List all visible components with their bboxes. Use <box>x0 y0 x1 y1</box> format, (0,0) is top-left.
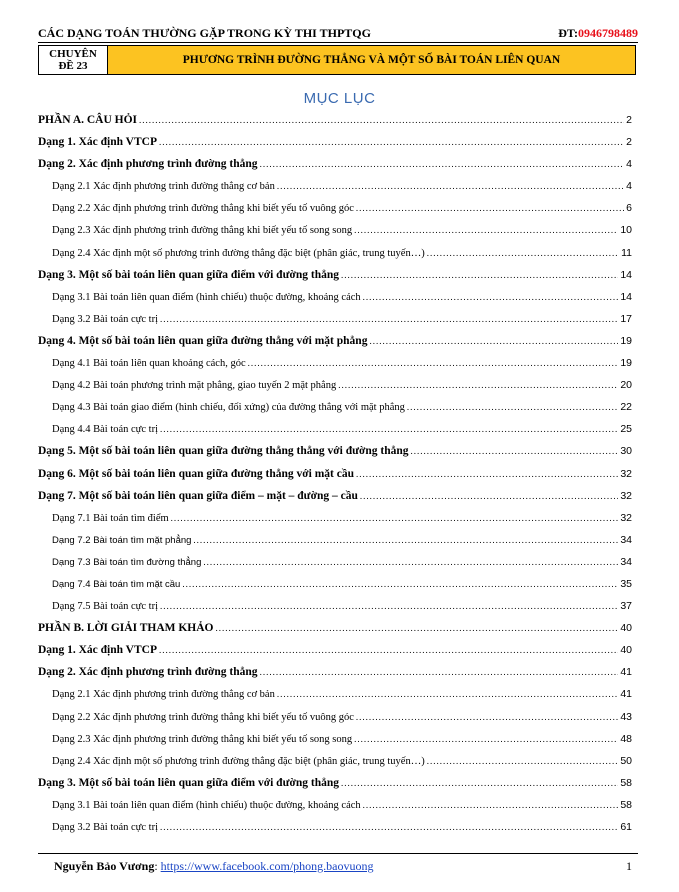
toc-entry-label: Dạng 2.2 Xác định phương trình đường thẳng khi biết yếu tố vuông góc <box>52 203 354 215</box>
toc-entry-page: 4 <box>626 180 632 193</box>
leader-dots <box>369 330 618 352</box>
page-footer <box>54 859 374 874</box>
header-divider <box>38 42 638 43</box>
toc-entry[interactable] <box>38 661 632 683</box>
toc-entry-page: 22 <box>620 401 632 414</box>
leader-dots <box>407 396 618 418</box>
leader-dots <box>360 485 618 507</box>
leader-dots <box>363 794 619 816</box>
toc-entry[interactable] <box>38 639 632 661</box>
toc-entry-label: Dạng 2.1 Xác định phương trình đường thẳng cơ bản <box>52 689 275 701</box>
toc-entry-page: 41 <box>620 666 632 679</box>
topic-label-line1: CHUYÊN <box>49 48 97 60</box>
leader-dots <box>356 706 618 728</box>
toc-entry[interactable] <box>38 573 632 595</box>
leader-dots <box>160 418 618 440</box>
header-title: CÁC DẠNG TOÁN THƯỜNG GẶP TRONG KỲ THI THPTQG <box>38 26 371 40</box>
leader-dots <box>363 286 619 308</box>
leader-dots <box>260 661 619 683</box>
toc-heading: MỤC LỤC <box>303 90 376 107</box>
topic-label-line2: ĐỀ 23 <box>58 60 88 72</box>
toc-entry-label: Dạng 7.1 Bài toán tìm điểm <box>52 512 169 524</box>
toc-entry-page: 32 <box>620 467 632 480</box>
toc-entry[interactable] <box>38 440 632 462</box>
toc-entry-label: Dạng 2.1 Xác định phương trình đường thẳng cơ bản <box>52 181 275 193</box>
toc-entry-label: Dạng 2.4 Xác định một số phương trình đường thẳng đặc biệt (phân giác, trung tuyến…) <box>52 247 425 259</box>
toc-entry-page: 6 <box>626 202 632 215</box>
leader-dots <box>203 551 618 573</box>
author-name: Nguyễn Bảo Vương <box>54 859 155 873</box>
toc-entry-label: Dạng 1. Xác định VTCP <box>38 644 157 657</box>
leader-dots <box>193 529 618 551</box>
toc-entry-page: 34 <box>620 533 632 546</box>
toc-entry-page: 41 <box>620 688 632 701</box>
leader-dots <box>171 507 619 529</box>
toc-entry-label: Dạng 7.2 Bài toán tìm mặt phẳng <box>52 534 192 546</box>
leader-dots <box>159 131 624 153</box>
toc-entry[interactable] <box>38 396 632 418</box>
leader-dots <box>182 573 618 595</box>
toc-entry-label: Dạng 3. Một số bài toán liên quan giữa điểm với đường thẳng <box>38 268 339 281</box>
toc-entry[interactable] <box>38 308 632 330</box>
toc-entry-label: Dạng 7. Một số bài toán liên quan giữa điểm – mặt – đường – cầu <box>38 489 358 502</box>
toc-entry[interactable] <box>38 109 632 131</box>
toc-entry[interactable] <box>38 175 632 197</box>
toc-entry-label: Dạng 4.4 Bài toán cực trị <box>52 424 158 436</box>
toc-entry[interactable] <box>38 485 632 507</box>
toc-entry[interactable] <box>38 242 632 264</box>
toc-entry[interactable] <box>38 264 632 286</box>
leader-dots <box>260 153 625 175</box>
toc-entry-label: PHẦN A. CÂU HỎI <box>38 114 138 126</box>
facebook-link[interactable]: https://www.facebook.com/phong.baovuong <box>160 859 374 873</box>
toc-entry[interactable] <box>38 772 632 794</box>
toc-entry-page: 19 <box>620 334 632 347</box>
leader-dots <box>160 595 618 617</box>
toc-entry-label: Dạng 3.2 Bài toán cực trị <box>52 313 158 325</box>
footer-separator: : <box>154 859 161 873</box>
phone-number: 0946798489 <box>578 26 638 40</box>
toc-entry[interactable] <box>38 131 632 153</box>
toc-entry-label: Dạng 3. Một số bài toán liên quan giữa điểm với đường thẳng <box>38 776 339 789</box>
leader-dots <box>277 175 624 197</box>
leader-dots <box>356 463 618 485</box>
toc-entry-page: 40 <box>620 622 632 635</box>
toc-entry-label: Dạng 2.3 Xác định phương trình đường thẳng khi biết yếu tố song song <box>52 733 353 745</box>
toc-entry-page: 2 <box>626 136 632 149</box>
toc-entry[interactable] <box>38 529 632 551</box>
toc-entry-label: Dạng 2.4 Xác định một số phương trình đường thẳng đặc biệt (phân giác, trung tuyến…) <box>52 755 425 767</box>
toc-entry-page: 4 <box>626 158 632 171</box>
toc-entry-label: Dạng 7.3 Bài toán tìm đường thẳng <box>52 556 202 568</box>
topic-label <box>39 46 108 74</box>
toc-entry-page: 10 <box>620 224 632 237</box>
topic-banner <box>38 45 636 75</box>
toc-entry-label: Dạng 7.5 Bài toán cực trị <box>52 601 158 613</box>
toc-entry[interactable] <box>38 683 632 705</box>
toc-entry-page: 58 <box>620 798 632 811</box>
toc-entry-page: 30 <box>620 445 632 458</box>
toc-entry-label: Dạng 2.3 Xác định phương trình đường thẳng khi biết yếu tố song song <box>52 225 353 237</box>
toc-entry-page: 50 <box>620 754 632 767</box>
leader-dots <box>160 308 618 330</box>
footer-divider <box>38 853 638 854</box>
leader-dots <box>354 728 618 750</box>
leader-dots <box>139 109 624 131</box>
toc-entry-page: 32 <box>620 489 632 502</box>
leader-dots <box>160 816 618 838</box>
leader-dots <box>427 242 619 264</box>
toc-entry-page: 58 <box>620 776 632 789</box>
leader-dots <box>216 617 619 639</box>
leader-dots <box>277 683 618 705</box>
toc-entry-page: 43 <box>620 710 632 723</box>
leader-dots <box>248 352 619 374</box>
toc-entry[interactable] <box>38 418 632 440</box>
toc-entry[interactable] <box>38 463 632 485</box>
leader-dots <box>341 772 618 794</box>
toc-entry-label: Dạng 4.1 Bài toán liên quan khoảng cách, góc <box>52 358 246 370</box>
toc-entry-label: Dạng 5. Một số bài toán liên quan giữa đường thẳng thẳng với đường thẳng <box>38 445 409 458</box>
leader-dots <box>338 374 618 396</box>
toc-entry-page: 48 <box>620 732 632 745</box>
toc-entry[interactable] <box>38 728 632 750</box>
toc-entry[interactable] <box>38 551 632 573</box>
toc-entry-label: Dạng 4.2 Bài toán phương trình mặt phẳng, giao tuyến 2 mặt phẳng <box>52 380 337 392</box>
toc-entry-label: Dạng 2. Xác định phương trình đường thẳng <box>38 158 258 171</box>
toc-entry[interactable] <box>38 153 632 175</box>
toc-entry-page: 14 <box>620 290 632 303</box>
toc-entry-label: PHẦN B. LỜI GIẢI THAM KHẢO <box>38 622 214 635</box>
topic-title: PHƯƠNG TRÌNH ĐƯỜNG THẲNG VÀ MỘT SỐ BÀI TOÁN LIÊN QUAN <box>108 46 635 74</box>
toc-entry-label: Dạng 4. Một số bài toán liên quan giữa đường thẳng với mặt phẳng <box>38 334 368 347</box>
toc-entry-page: 40 <box>620 644 632 657</box>
toc-entry[interactable] <box>38 595 632 617</box>
toc-entry[interactable] <box>38 706 632 728</box>
toc-entry-label: Dạng 3.2 Bài toán cực trị <box>52 822 158 833</box>
toc-entry[interactable] <box>38 330 632 352</box>
toc-entry-label: Dạng 1. Xác định VTCP <box>38 136 157 149</box>
toc-entry-label: Dạng 3.1 Bài toán liên quan điểm (hình chiếu) thuộc đường, khoảng cách <box>52 291 361 303</box>
toc-entry[interactable] <box>38 617 632 639</box>
toc-entry-page: 14 <box>620 268 632 281</box>
toc-entry[interactable] <box>38 197 632 219</box>
toc-entry-label: Dạng 2. Xác định phương trình đường thẳng <box>38 666 258 679</box>
toc-entry[interactable] <box>38 507 632 529</box>
leader-dots <box>411 440 619 462</box>
toc-entry-page: 2 <box>626 114 632 126</box>
toc-entry[interactable] <box>38 352 632 374</box>
toc-entry-page: 25 <box>620 423 632 436</box>
header-phone <box>558 26 638 41</box>
toc-entry-label: Dạng 6. Một số bài toán liên quan giữa đường thẳng với mặt cầu <box>38 467 355 480</box>
phone-prefix: ĐT: <box>558 26 578 40</box>
leader-dots <box>341 264 618 286</box>
toc-entry[interactable] <box>38 286 632 308</box>
page-number: 1 <box>626 859 632 873</box>
toc-entry-page: 61 <box>620 821 632 833</box>
toc-entry[interactable] <box>38 794 632 816</box>
toc-entry-page: 19 <box>620 357 632 370</box>
toc-entry-label: Dạng 7.4 Bài toán tìm mặt cầu <box>52 578 181 590</box>
toc-entry-page: 11 <box>621 246 632 259</box>
toc-entry-page: 35 <box>620 577 632 590</box>
toc-entry-page: 20 <box>620 379 632 392</box>
leader-dots <box>356 197 624 219</box>
leader-dots <box>354 219 618 241</box>
toc-entry[interactable] <box>38 750 632 772</box>
toc-entry-page: 32 <box>620 511 632 524</box>
leader-dots <box>159 639 618 661</box>
toc-entry[interactable] <box>38 374 632 396</box>
toc-entry-page: 37 <box>620 600 632 613</box>
toc-entry-label: Dạng 2.2 Xác định phương trình đường thẳng khi biết yếu tố vuông góc <box>52 711 354 723</box>
toc-entry-page: 17 <box>620 312 632 325</box>
leader-dots <box>427 750 619 772</box>
toc-entry-label: Dạng 3.1 Bài toán liên quan điểm (hình chiếu) thuộc đường, khoảng cách <box>52 799 361 811</box>
table-of-contents <box>38 109 632 838</box>
toc-entry[interactable] <box>38 219 632 241</box>
toc-entry[interactable] <box>38 816 632 838</box>
page-header <box>38 26 638 40</box>
toc-entry-page: 34 <box>620 555 632 568</box>
toc-entry-label: Dạng 4.3 Bài toán giao điểm (hình chiếu, đối xứng) của đường thẳng với mặt phẳng <box>52 402 405 414</box>
